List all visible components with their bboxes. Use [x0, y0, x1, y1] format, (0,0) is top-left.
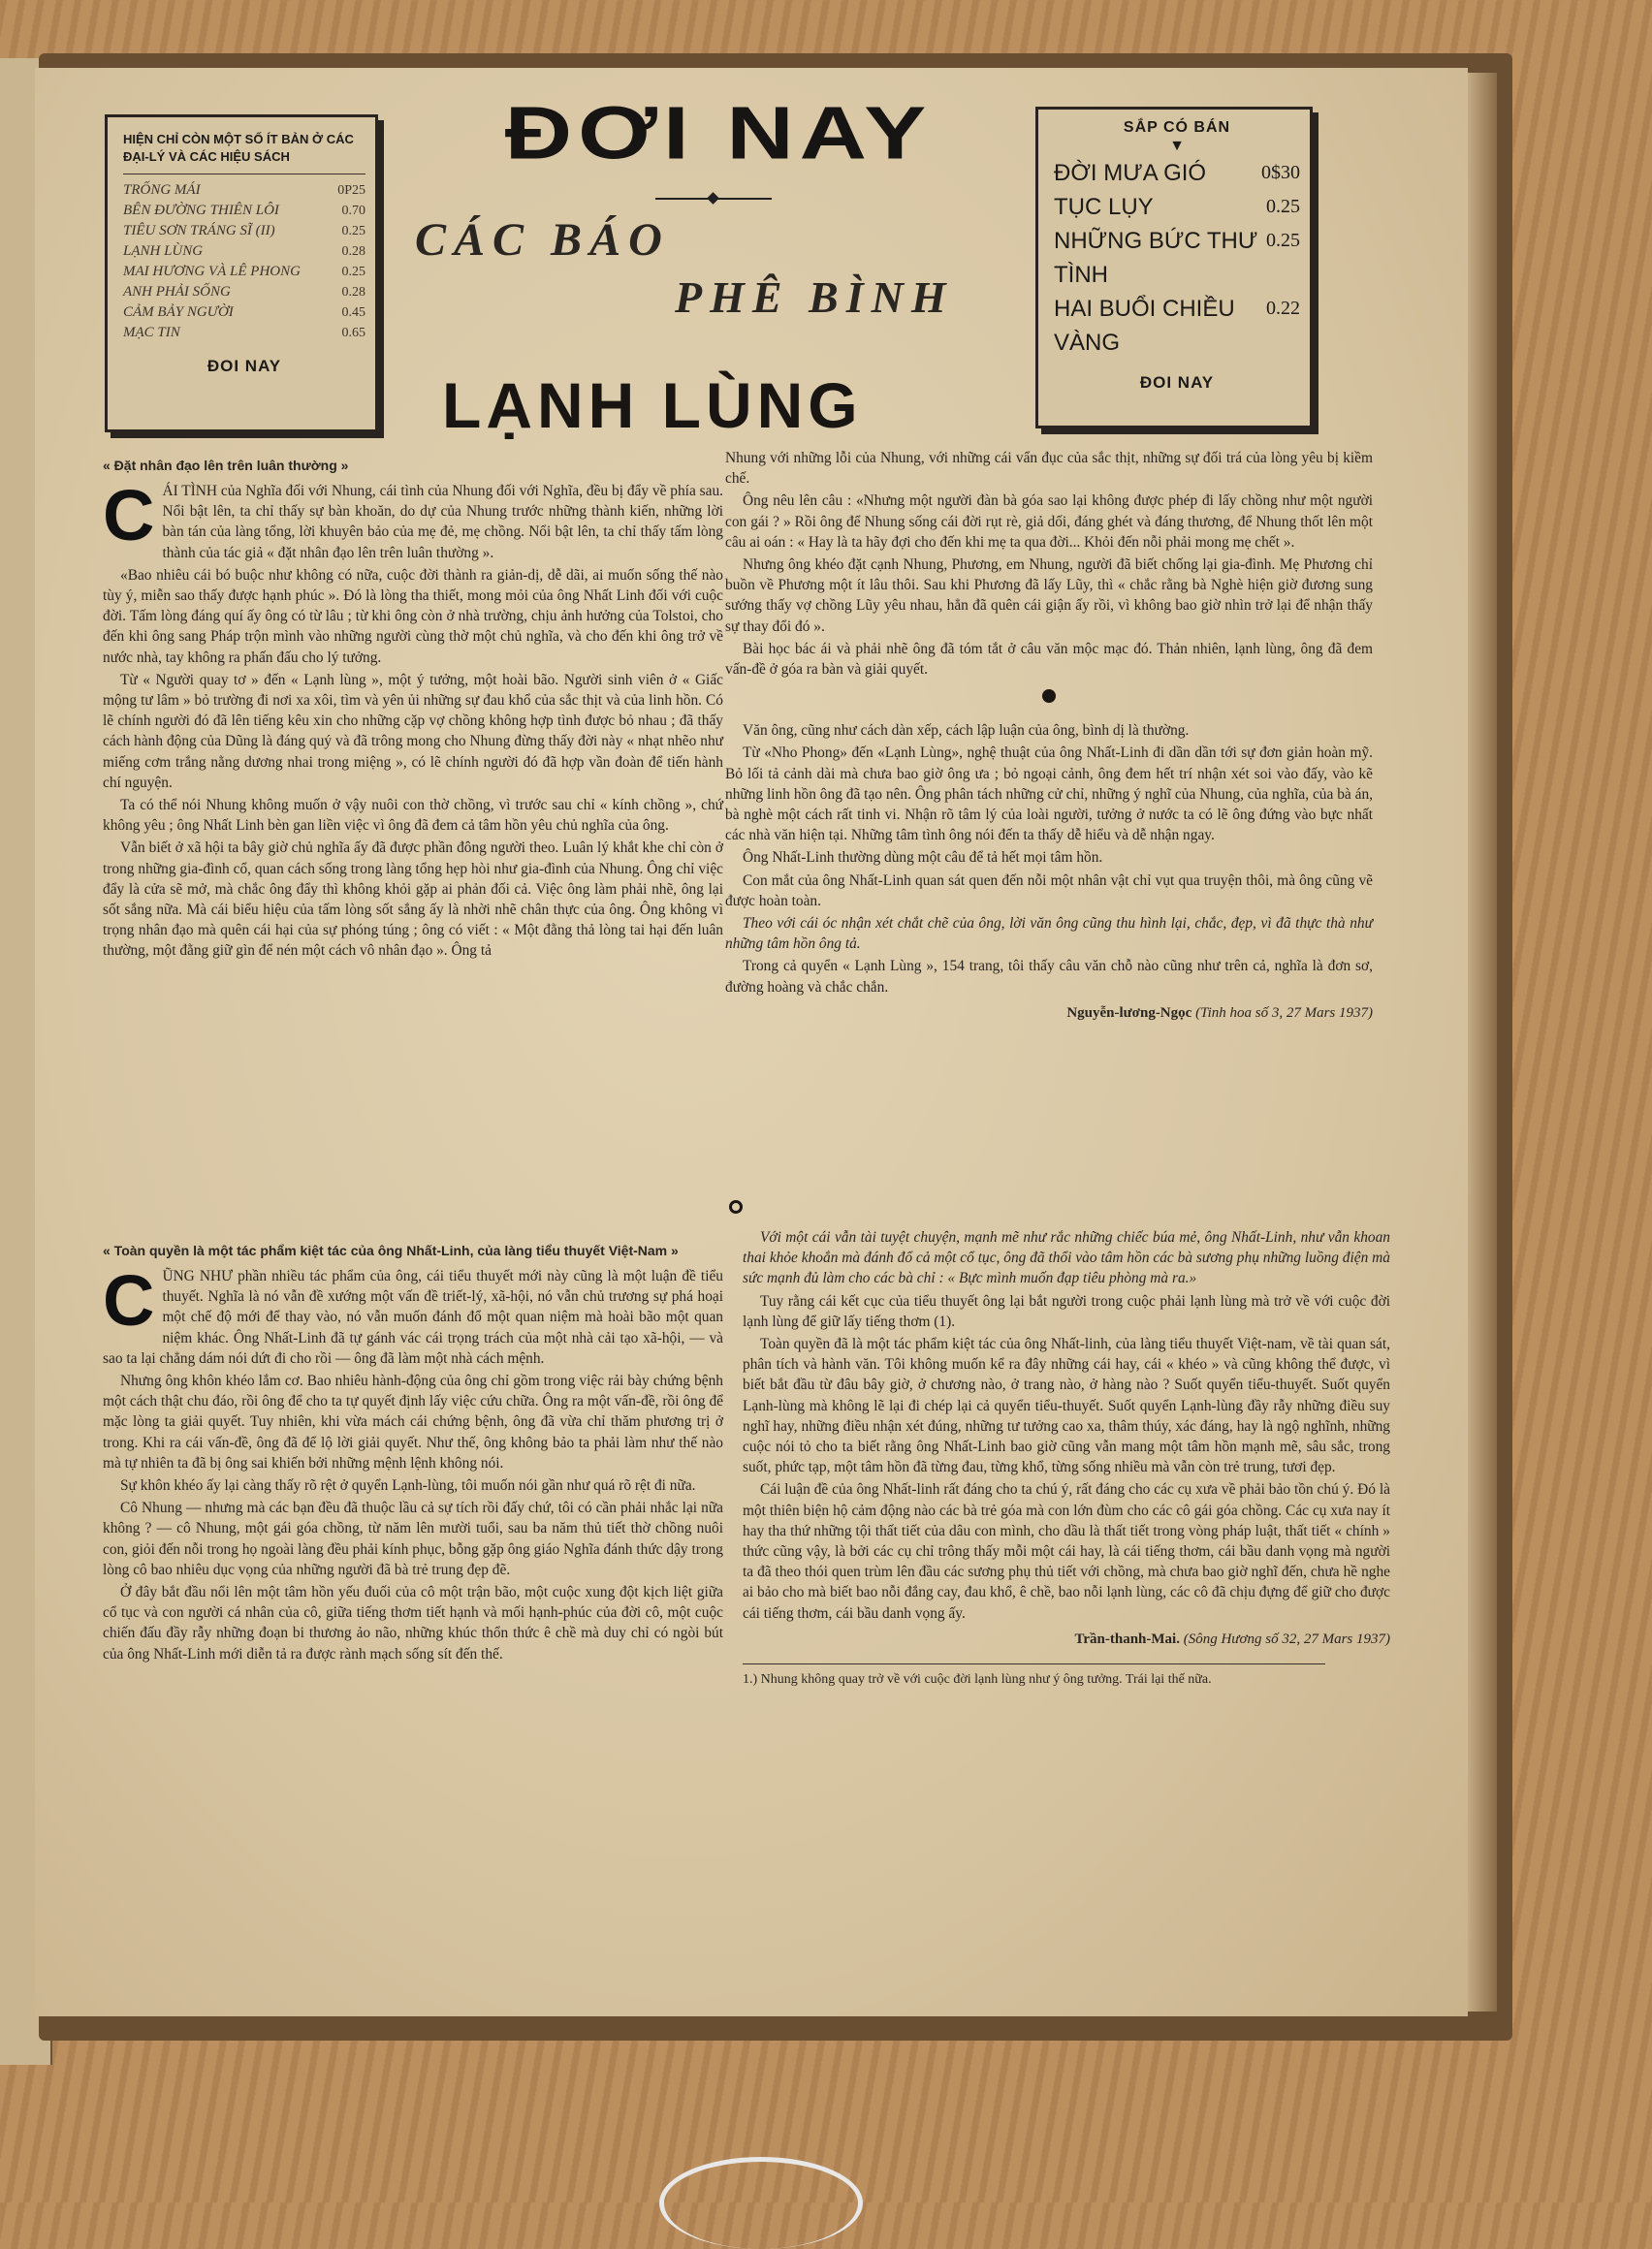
- book-price: 0.70: [341, 204, 365, 218]
- book-price: 0.28: [341, 285, 365, 300]
- book-price: 0.22: [1266, 298, 1300, 319]
- article-paragraph: Từ « Người quay tơ » đến « Lạnh lùng », một ý tưởng, một hoài bão. Người sinh viên ở « Giấc mộng tư lâm » bỏ trường đi nơi xa xôi, tìm và yên ủi những sự đau khổ của sắc thịt và của linh hồn. Có lẽ chính người đó đã lên tiếng kêu xin cho những cặp vợ chồng không hợp tình được bỏ nhau ; đã thấy cách hành động của Dũng là đáng quý và đã trông mong cho Nhung đừng thấy đời này « nhạt nhẽo như miếng cơm trắng nằng dương nhai trong miệng », có lẽ chính người đó đã hợp vần đoàn để tiến hành chí nguyện.: [103, 671, 723, 791]
- book-title: MAI HƯƠNG VÀ LÊ PHONG: [123, 264, 301, 279]
- book-price: 0.25: [341, 265, 365, 279]
- footnote: 1.) Nhung không quay trở về với cuộc đời lạnh lùng như ý ông tưởng. Trái lại thế nữa.: [743, 1663, 1325, 1690]
- article-paragraph: Trong cả quyển « Lạnh Lùng », 154 trang, tôi thấy câu văn chỗ nào cũng như trên cả, nghĩa là đơn sơ, đường hoàng và chắc chắn.: [725, 958, 1373, 996]
- article-paragraph: ŨNG NHƯ phần nhiều tác phẩm của ông, cái tiểu thuyết mới này cũng là một luận đề tiểu thuyết. Nghĩa là nó vẫn đề xướng một vấn đề triết-lý, xã-hội, nó vẫn chủ trương sự phá hoại một chế độ mới để thay vào, nó vẫn muốn đánh đổ một quan niệm mà hoài bão một quan niệm khác. Ông Nhất-Linh đã tự gánh vác cái trọng trách của một nhà cải tạo xã-hội, — và sao ta lại chẳng dám nói dứt đi cho rồi — ông đã làm một nhà cách mệnh.: [103, 1268, 723, 1367]
- author-signature: [743, 1630, 1390, 1650]
- article-paragraph: Từ «Nho Phong» đến «Lạnh Lùng», nghệ thuật của ông Nhất-Linh đi dần dần tới sự đơn giản hoàn mỹ. Bỏ lối tả cảnh dài mà chưa bao giờ ông ưa ; bỏ ngoại cảnh, ông đem hết trí nhận xét soi vào đấy, vào kẽ những linh hồn ông đã tạo nên. Ông phân tách những cử chỉ, những ý nghĩ của Nhung, của nghĩa, của bà án, bà nghè một cách rất tinh vi. Nhận rõ tâm lý của loài người, tưởng ở nước ta có lẽ ông đứng vào bực nhất các nhà văn hiện tại. Những tâm tình ông nói đến ta thấy dễ hiểu và dễ nhận ngay.: [725, 744, 1373, 844]
- article-paragraph: Ở đây bắt đầu nổi lên một tâm hồn yếu đuối của cô một trận bão, một cuộc xung đột kịch liệt giữa cổ tục và con người cá nhân của cô, giữa tiếng thơm tiết hạnh và mối hạnh-phúc của đời cô, một cuộc chiến đấu đầy rẫy những đoạn bi thương ảo não, những khúc thổn thức ê chề mà duy chỉ có ngòi bút của ông Nhất-Linh mới diễn tả ra được rành mạch sống sít đến thế.: [103, 1584, 723, 1663]
- article-paragraph: Ta có thể nói Nhung không muốn ở vậy nuôi con thờ chồng, vì trước sau chỉ « kính chồng », chứ không yêu ; ông Nhất Linh bèn gan liền việc vì ông đã đem cả tâm hồn yêu chủ nghĩa của ông.: [103, 797, 723, 835]
- upcoming-books-list: [1054, 156, 1300, 360]
- article-paragraph: Cái luận đề của ông Nhất-linh rất đáng cho ta chú ý, rất đáng cho các cụ xưa về phải bảo tồn chú ý. Đó là một thiên biện hộ cảm động nào các bà trẻ góa mà con lớn đùm cho các cô gái góa chồng. Các cụ xưa nay ít hay tha thứ những tội thất tiết của dâu con mình, cho dầu là thất tiết trong vòng pháp luật, thất tiết « chính » thức cũng vậy, là bởi các cụ chỉ trông thấy mỗi một cái hay, là cái tiếng thơm, cái bầu danh vọng mà người ta đã theo thói quen trùm lên đầu các sương phụ thủ tiết với chồng, mà chưa bao giờ nghĩ đến, chưa hề nghe ai bảo cho mà biết bao nỗi đắng cay, đau khổ, ê chề, bao nỗi lạnh lùng, các cô đã chịu đựng để giữ cho được cái tiếng thơm, cái bầu danh vọng ấy.: [743, 1481, 1390, 1622]
- book-price: 0.25: [341, 224, 365, 238]
- article-paragraph: Theo với cái óc nhận xét chắt chẽ của ông, lời văn ông cũng thu hình lại, chắc, đẹp, vì đã thực thà như những tâm hồn ông tả.: [725, 915, 1373, 953]
- article-paragraph: Toàn quyền đã là một tác phẩm kiệt tác của ông Nhất-linh, của làng tiểu thuyết Việt-nam, về tài quan sát, phân tích và hành văn. Tôi không muốn kể ra đây những cái hay, cái « khéo » và cũng không thể được, vì biết bắt đầu từ đâu bây giờ, ở chương nào, ở trang nào, ở hàng nào ? Suốt quyển tiểu-thuyết. Suốt quyển Lạnh-lùng mà không lẽ lại đi chép lại cả quyển tiểu-thuyết. Suốt quyển Lạnh-lùng đầy rẫy những điều suy nghĩ hay, những điều nhận xét đúng, những tư tưởng cao xa, thâm thúy, xác đáng, hay là ngộ nghĩnh, những cuộc nói tỏ cho ta biết rằng ông Nhất-Linh bao giờ cũng vẫn mang một tâm hồn mạnh mẽ, sâu sắc, trong suốt, phức tạp, một tâm hồn đã từng đau, từng khổ, từng sống nhiều mà vẫn còn trẻ trung, tươi đẹp.: [743, 1336, 1390, 1476]
- article-paragraph: Nhưng ông khéo đặt cạnh Nhung, Phương, em Nhung, người đã biết chống lại gia-đình. Mẹ Phương chỉ buồn về Phương một ít lâu thôi. Sau khi Phương đã lấy Lũy, thì « chắc rằng bà Nghè hiện giờ đương sung sướng thấy vợ chồng Lũy yêu nhau, hẳn đã quên cái giận ấy rồi, vì không bao giờ nhìn trở lại để nhận thấy sự thay đổi đó ».: [725, 556, 1373, 635]
- book-list-item: [123, 241, 365, 262]
- book-title: CẢM BẢY NGƯỜI: [123, 304, 234, 320]
- book-title: NHỮNG BỨC THƯ TÌNH: [1054, 228, 1258, 288]
- book-price: 0.65: [341, 326, 365, 340]
- article-2-continued-column: [743, 1192, 1390, 1690]
- book-price: 0P25: [337, 183, 365, 198]
- book-list-item: [123, 221, 365, 241]
- article-paragraph: Với một cái vẫn tài tuyệt chuyện, mạnh mẽ như rắc những chiếc búa mẻ, ông Nhất-Linh, như vẫn khoan thai khỏe khoắn mà đánh đổ cả một cổ tục, ông đã thổi vào tâm hồn các bà sương phụ những luồng điện mà sức mạnh đủ làm cho các bà chỉ : « Bực mình muốn đạp tiêu phòng mà ra.»: [743, 1229, 1390, 1287]
- book-title: MẠC TIN: [123, 325, 180, 340]
- book-price: 0.25: [1266, 196, 1300, 217]
- masthead: ĐƠI NAY: [504, 91, 933, 175]
- book-title: BÊN ĐƯỜNG THIÊN LÔI: [123, 203, 279, 218]
- page-stack-edge: [1468, 73, 1497, 2011]
- publisher-footer: ĐOI NAY: [1139, 373, 1215, 392]
- publisher-footer: ĐOI NAY: [206, 357, 282, 375]
- book-list-item: [123, 282, 365, 302]
- arrow-down-icon: ▼: [1169, 138, 1185, 154]
- author-name: Trần-thanh-Mai.: [1074, 1631, 1180, 1647]
- upcoming-books-box: [1035, 107, 1313, 428]
- book-list-item: [123, 180, 365, 201]
- drop-cap: C: [103, 475, 155, 555]
- article-2-column: [103, 1241, 723, 1666]
- article-paragraph: Vẫn biết ở xã hội ta bây giờ chủ nghĩa ấy đã được phần đông người theo. Luân lý khắt khe chỉ còn ở trong những gia-đình cổ, quan cách sống trong làng tổng hẹp hòi như gia-đình của Nhung. Ông chỉ việc đẩy là cửa sẽ mở, mà chắc ông đẩy thì không khỏi gặp ai phản đối cả. Việc ông làm phải nhẽ, ông lại sốt sắng nữa. Mà cái biểu hiệu của tấm lòng sốt sắng ấy là nhời nhẽ chân thực của ông. Ông không vì trọng nhân đạo mà quên cái hại của sự phóng túng ; ông có viết : « Một đằng thả lòng tai hại đến luân thường, một đằng giữ gìn để nén một cách vô nhân đạo ». Ông tả: [103, 839, 723, 960]
- subtitle-2: PHÊ BÌNH: [675, 272, 954, 322]
- upcoming-books-header: SẮP CÓ BÁN: [1123, 119, 1231, 136]
- drop-cap: C: [103, 1260, 155, 1341]
- available-books-box: [105, 114, 378, 432]
- article-paragraph: Ông nêu lên câu : «Nhưng một người đàn bà góa sao lại không được phép đi lấy chồng như một người con gái ? » Rồi ông để Nhung sống cái đời rụt rè, giả dối, đáng ghét và đáng thương, để Nhung thốt lên một câu ai oán : « Hay là ta hãy đợi cho đến khi mẹ ta qua đời... Khỏi đến nỗi phải mong mẹ chết ».: [725, 492, 1373, 551]
- book-price: 0$30: [1261, 162, 1300, 183]
- book-list-item: [1054, 190, 1300, 224]
- author-source: (Tinh hoa số 3, 27 Mars 1937): [1195, 1004, 1373, 1021]
- article-paragraph: Sự khôn khéo ấy lại càng thấy rõ rệt ở quyển Lạnh-lùng, tôi muốn nói gần như quá rõ rệt đi nữa.: [120, 1477, 696, 1495]
- article-paragraph: Tuy rằng cái kết cục của tiểu thuyết ông lại bắt người trong cuộc phải lạnh lùng mà trở về với cuộc đời lạnh lùng để giữ lấy tiếng thơm (1).: [743, 1292, 1390, 1330]
- book-title: TỤC LỤY: [1054, 194, 1154, 220]
- book-list-item: [1054, 292, 1300, 360]
- book-price: 0.45: [341, 305, 365, 320]
- article-1-kicker: « Đặt nhân đạo lên trên luân thường »: [103, 458, 349, 473]
- section-ring: [729, 1200, 743, 1214]
- article-paragraph: Văn ông, cũng như cách dàn xếp, cách lập luận của ông, bình dị là thường.: [743, 722, 1190, 740]
- book-list-item: [123, 323, 365, 343]
- book-title: ANH PHẢI SỐNG: [123, 284, 231, 300]
- article-1-column: [103, 456, 723, 964]
- book-title: TRỐNG MÁI: [123, 182, 201, 198]
- article-1-continued-column: [725, 448, 1373, 1024]
- book-list-item: [123, 302, 365, 323]
- book-price: 0.28: [341, 244, 365, 259]
- article-paragraph: Ông Nhất-Linh thường dùng một câu để tả hết mọi tâm hồn.: [743, 849, 1103, 867]
- section-dot: [1042, 689, 1056, 703]
- headline: LẠNH LÙNG: [442, 369, 863, 441]
- book-title: LẠNH LÙNG: [123, 243, 204, 259]
- newspaper-page: [35, 68, 1468, 2016]
- book-price: 0.25: [1266, 230, 1300, 251]
- book-title: TIÊU SƠN TRÁNG SĨ (II): [123, 223, 275, 238]
- article-paragraph: «Bao nhiêu cái bó buộc như không có nữa, cuộc đời thành ra giản-dị, dễ dãi, ai muốn sống thế nào tùy ý, miễn sao thấy được hạnh phúc ». Đó là lòng tha thiết, mong mỏi của ông Nhất Linh đối với cuộc đời. Tấm lòng đáng quí ấy ông có từ lâu ; từ khi ông còn ở nhà trường, chịu ảnh hưởng của Tolstoi, cho đến khi ông sang Pháp trộn mình vào những người cùng thờ một chủ nghĩa, và cho đến khi ông trở về nước nhà, tay không ra phấn đấu cho lý tưởng.: [103, 566, 723, 666]
- article-paragraph: Nhưng ông khôn khéo lắm cơ. Bao nhiêu hành-động của ông chỉ gồm trong việc rải bày chứng bệnh một cách thật chu đáo, rồi ông để cho ta tự quyết định lấy việc cứu chữa. Ông ra một vấn-đề, rồi ông để mặc lòng ta giải quyết. Tuy nhiên, khi vừa mách cái chứng bệnh, ông đã vừa chỉ thăm phương trị ở trong. Khi ra cái vấn-đề, ông đã để lộ lời giải quyết. Như thế, ông không bảo ta phải làm như thế nào mà tự nhiên ta đã bị ông sai khiến bởi những mệnh lệnh không nói.: [103, 1373, 723, 1472]
- author-signature: [725, 1003, 1373, 1024]
- available-books-header: HIỆN CHỈ CÒN MỘT SỐ ÍT BẢN Ở CÁC ĐẠI-LÝ VÀ CÁC HIỆU SÁCH: [123, 131, 365, 174]
- book-title: ĐỜI MƯA GIÓ: [1054, 160, 1207, 186]
- cable: [659, 2157, 863, 2249]
- book-list-item: [1054, 156, 1300, 190]
- article-paragraph: Cô Nhung — nhưng mà các bạn đều đã thuộc lầu cả sự tích rồi đấy chứ, tôi có cần phải nhắc lại nữa không ? — cô Nhung, một gái góa chồng, từ năm lên mười tuổi, sau ba năm thủ tiết thờ chồng nuôi con, giỏi đến nỗi trong họ ngoài làng đều phải kính phục, bỗng gặp ông giáo Nghĩa đánh thức dậy trong lòng cô bao nhiêu dục vọng của những người đã bà trẻ trung đẹp đẽ.: [103, 1500, 723, 1578]
- book-list-item: [1054, 224, 1300, 292]
- ornament-divider: [655, 192, 772, 206]
- subtitle-1: CÁC BÁO: [415, 214, 670, 266]
- author-name: Nguyễn-lương-Ngọc: [1066, 1004, 1192, 1021]
- article-paragraph: ÁI TÌNH của Nghĩa đối với Nhung, cái tình của Nhung đối với Nghĩa, đều bị đẩy về phía sau. Nổi bật lên, ta chỉ thấy sự bàn khoăn, do dự của Nhung trước những thành kiến, những lời bàn tán của làng tổng, lời khuyên bảo của mẹ đẻ, mẹ chồng. Nổi bật lên, ta chỉ thấy tấm lòng thành của tác giả « đặt nhân đạo lên trên luân thường ».: [162, 483, 723, 561]
- article-2-kicker: « Toàn quyền là một tác phẩm kiệt tác của ông Nhất-Linh, của làng tiểu thuyết Việt-Nam »: [103, 1243, 679, 1258]
- book-list-item: [123, 201, 365, 221]
- available-books-list: [123, 180, 365, 343]
- author-source: (Sông Hương số 32, 27 Mars 1937): [1183, 1631, 1390, 1647]
- book-title: HAI BUỔI CHIỀU VÀNG: [1054, 296, 1235, 356]
- article-paragraph: Con mắt của ông Nhất-Linh quan sát quen đến nỗi một nhân vật chỉ vụt qua truyện thôi, mà ông cũng vẽ được hoàn toàn.: [725, 871, 1373, 909]
- article-paragraph: Bài học bác ái và phải nhẽ ông đã tóm tắt ở câu văn mộc mạc đó. Thản nhiên, lạnh lùng, ông đã đem vấn-đề ở góa ra bàn và giải quyết.: [725, 640, 1373, 679]
- article-paragraph: Nhung với những lỗi của Nhung, với những cái vẩn đục của sắc thịt, những sự đối trá của lòng yêu bị kiềm chế.: [725, 450, 1373, 488]
- book-list-item: [123, 262, 365, 282]
